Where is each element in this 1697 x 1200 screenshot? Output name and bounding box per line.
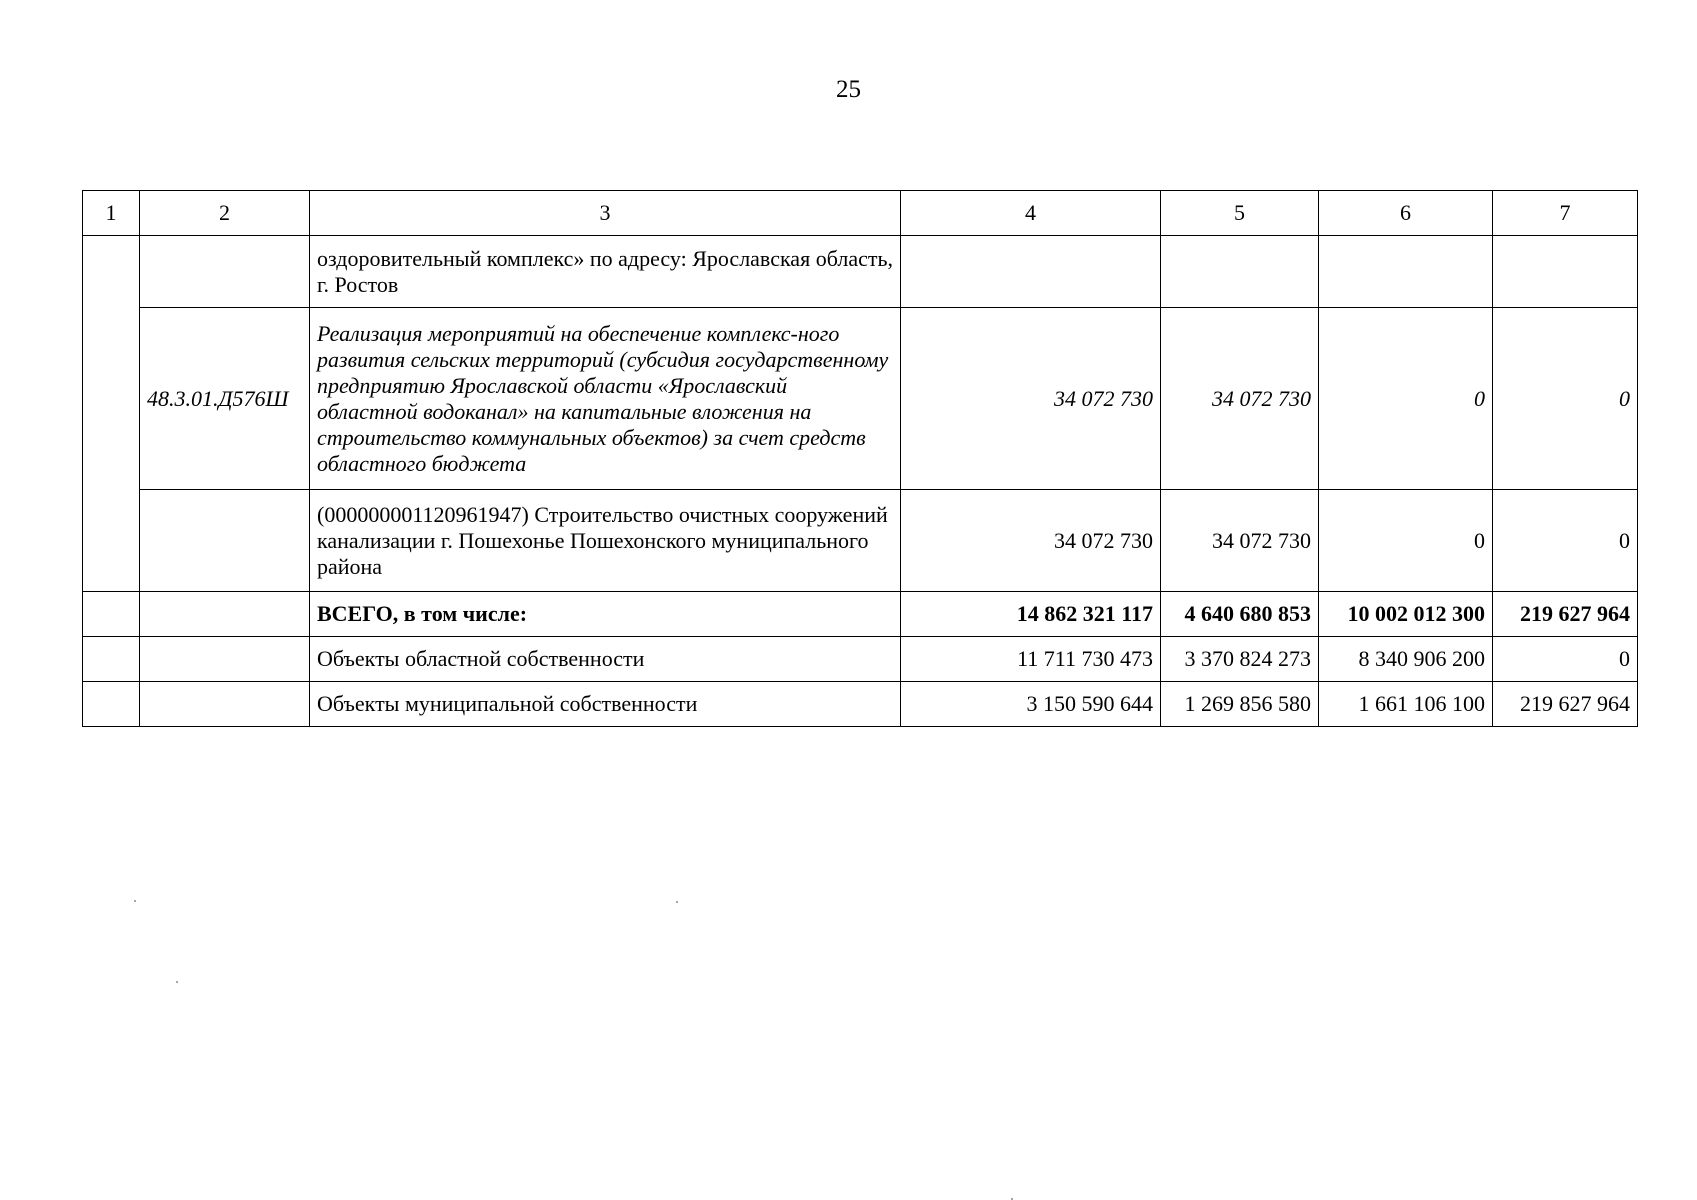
column-header: 6 — [1319, 191, 1493, 236]
budget-table — [82, 190, 1638, 727]
empty-cell — [140, 592, 310, 637]
description-cell: оздоровительный комплекс» по адресу: Ярославская область, г. Ростов — [310, 236, 901, 308]
value-cell: 11 711 730 473 — [901, 637, 1161, 682]
scan-speck — [134, 900, 136, 902]
value-cell: 34 072 730 — [1161, 490, 1319, 592]
column-header: 3 — [310, 191, 901, 236]
value-cell — [1319, 236, 1493, 308]
total-row — [83, 592, 1638, 637]
empty-cell — [140, 637, 310, 682]
value-cell: 10 002 012 300 — [1319, 592, 1493, 637]
code-cell: 48.3.01.Д576Ш — [140, 308, 310, 490]
scan-speck — [176, 981, 178, 983]
column-header: 2 — [140, 191, 310, 236]
empty-cell — [83, 637, 140, 682]
value-cell: 8 340 906 200 — [1319, 637, 1493, 682]
scan-speck — [676, 901, 678, 903]
description-cell: (000000001120961947) Строительство очистных сооружений канализации г. Пошехонье Пошехонского муниципального района — [310, 490, 901, 592]
code-cell — [140, 236, 310, 308]
value-cell: 34 072 730 — [1161, 308, 1319, 490]
subtotal-row — [83, 637, 1638, 682]
empty-cell — [83, 592, 140, 637]
table-row — [83, 308, 1638, 490]
value-cell: 14 862 321 117 — [901, 592, 1161, 637]
description-cell: Реализация мероприятий на обеспечение комплекс-ного развития сельских территорий (субсидия государственному предприятию Ярославской области «Ярославский областной водоканал» на капитальные вложения на строительство коммунальных объектов) за счет средств областного бюджета — [310, 308, 901, 490]
value-cell: 219 627 964 — [1493, 682, 1638, 727]
table-row — [83, 236, 1638, 308]
value-cell: 0 — [1493, 490, 1638, 592]
value-cell: 0 — [1319, 308, 1493, 490]
value-cell — [1161, 236, 1319, 308]
value-cell: 0 — [1493, 308, 1638, 490]
table-row — [83, 490, 1638, 592]
subtotal-label: Объекты областной собственности — [310, 637, 901, 682]
total-label: ВСЕГО, в том числе: — [310, 592, 901, 637]
value-cell: 0 — [1493, 637, 1638, 682]
value-cell: 1 269 856 580 — [1161, 682, 1319, 727]
column-header: 1 — [83, 191, 140, 236]
value-cell: 3 150 590 644 — [901, 682, 1161, 727]
header-row — [83, 191, 1638, 236]
value-cell: 1 661 106 100 — [1319, 682, 1493, 727]
value-cell: 4 640 680 853 — [1161, 592, 1319, 637]
row-index-cell — [83, 236, 140, 592]
value-cell — [1493, 236, 1638, 308]
page-number: 25 — [836, 76, 861, 103]
value-cell: 34 072 730 — [901, 490, 1161, 592]
code-cell — [140, 490, 310, 592]
value-cell: 34 072 730 — [901, 308, 1161, 490]
empty-cell — [140, 682, 310, 727]
value-cell: 3 370 824 273 — [1161, 637, 1319, 682]
column-header: 4 — [901, 191, 1161, 236]
column-header: 5 — [1161, 191, 1319, 236]
value-cell: 219 627 964 — [1493, 592, 1638, 637]
value-cell: 0 — [1319, 490, 1493, 592]
subtotal-row — [83, 682, 1638, 727]
subtotal-label: Объекты муниципальной собственности — [310, 682, 901, 727]
value-cell — [901, 236, 1161, 308]
column-header: 7 — [1493, 191, 1638, 236]
empty-cell — [83, 682, 140, 727]
